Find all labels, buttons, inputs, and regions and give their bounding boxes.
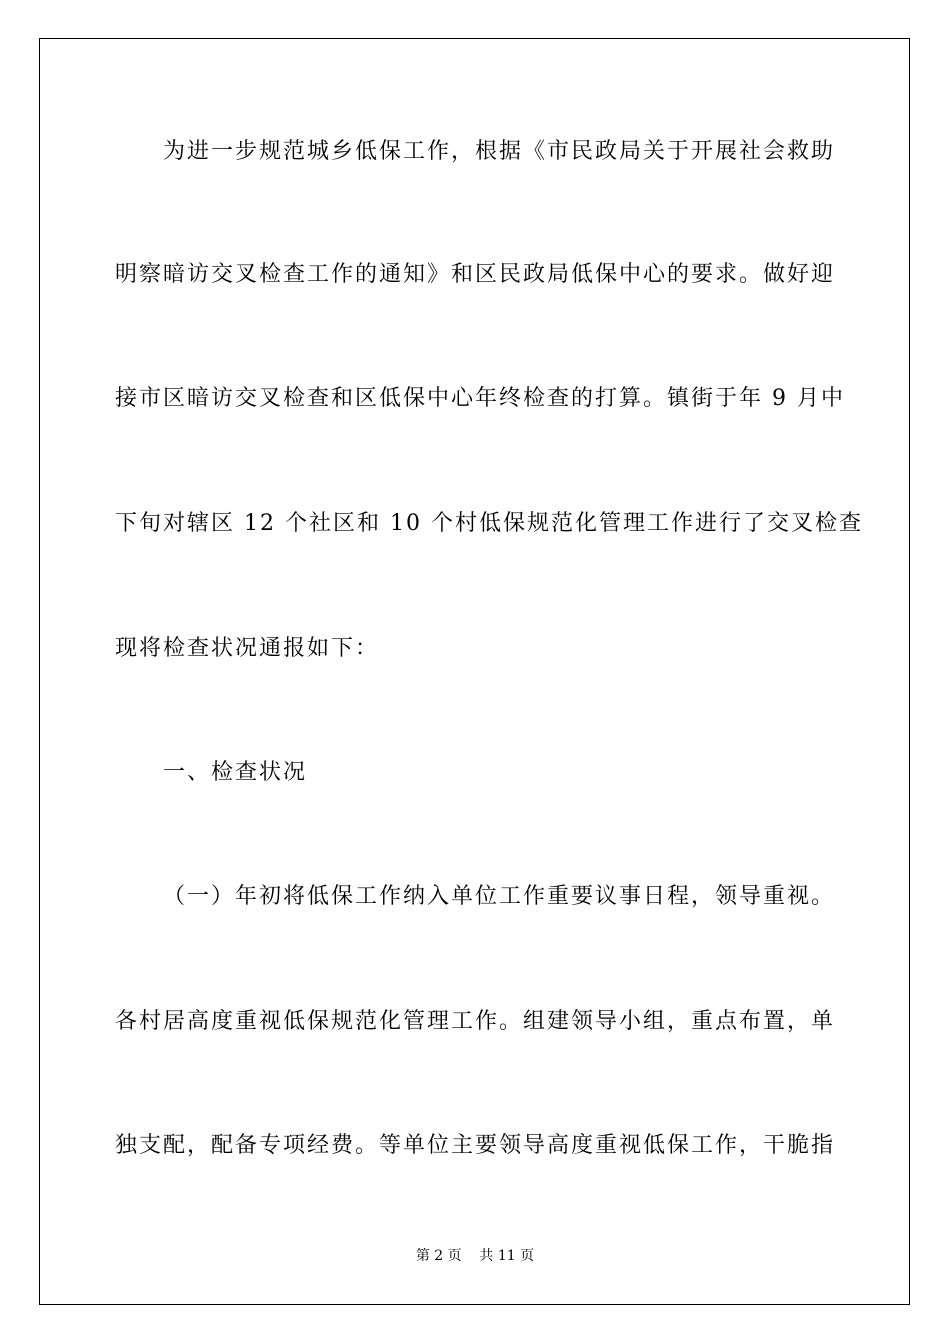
paragraph-line-4: 下旬对辖区 12 个社区和 10 个村低保规范化管理工作进行了交叉检查 bbox=[115, 511, 863, 536]
subsection-heading: （一）年初将低保工作纳入单位工作重要议事日程，领导重视。 bbox=[163, 884, 836, 909]
paragraph-line-5: 现将检查状况通报如下： bbox=[115, 636, 380, 661]
paragraph-line-9: 独支配，配备专项经费。等单位主要领导高度重视低保工作，干脆指 bbox=[115, 1133, 836, 1158]
paragraph-line-3: 接市区暗访交叉检查和区低保中心年终检查的打算。镇街于年 9 月中 bbox=[115, 386, 845, 411]
page-border bbox=[39, 38, 910, 1305]
section-heading: 一、检查状况 bbox=[163, 760, 308, 785]
page-number-footer: 第 2 页 共 11 页 bbox=[415, 1248, 535, 1264]
paragraph-line-8: 各村居高度重视低保规范化管理工作。组建领导小组，重点布置，单 bbox=[115, 1009, 836, 1034]
paragraph-line-2: 明察暗访交叉检查工作的通知》和区民政局低保中心的要求。做好迎 bbox=[115, 262, 836, 287]
paragraph-line-1: 为进一步规范城乡低保工作，根据《市民政局关于开展社会救助 bbox=[163, 139, 836, 164]
